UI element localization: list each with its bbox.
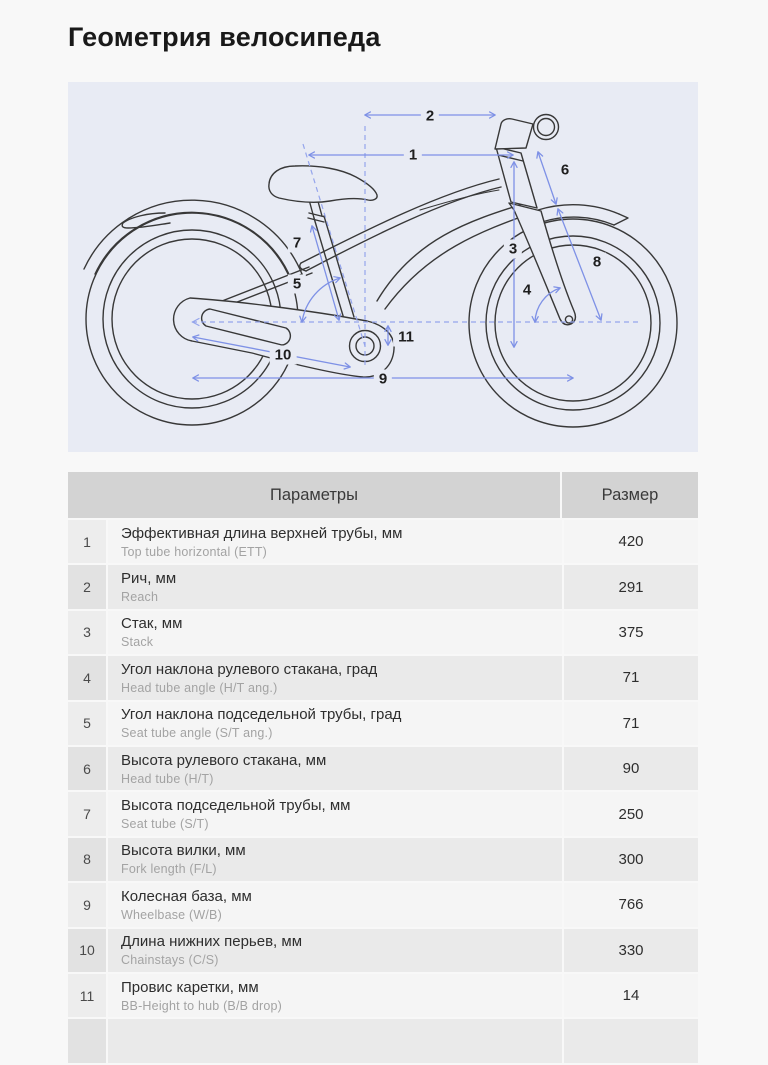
param-value: 330 [564,929,698,972]
fork-blade [509,203,575,325]
diagram-label-8: 8 [588,253,606,272]
chainguard [174,298,395,377]
table-row [68,656,698,699]
table-row [68,929,698,972]
param-cell [108,702,562,745]
param-name-ru: Высота рулевого стакана, мм [121,751,327,769]
param-value: 375 [564,611,698,654]
param-name-ru: Стак, мм [121,615,183,633]
param-name-en: Chainstays (C/S) [121,953,219,968]
param-name-ru: Угол наклона подседельной трубы, град [121,706,402,724]
table-row [68,883,698,926]
param-value: 766 [564,883,698,926]
diagram-label-10: 10 [270,346,297,365]
param-name-ru: Колесная база, мм [121,887,252,905]
row-number: 5 [68,702,106,745]
param-name-en: Stack [121,635,154,650]
header-size: Размер [562,472,698,518]
param-name-en: Seat tube angle (S/T ang.) [121,726,273,741]
param-name-en: Top tube horizontal (ETT) [121,544,268,559]
table-row [68,747,698,790]
diagram-label-5: 5 [288,275,306,294]
diagram-label-1: 1 [404,146,422,165]
param-name-ru: Угол наклона рулевого стакана, град [121,660,378,678]
diagram-label-3: 3 [504,240,522,259]
diagram-label-9: 9 [374,370,392,389]
saddle-assembly [269,166,377,222]
diagram-label-2: 2 [421,107,439,126]
param-cell [108,520,562,563]
row-number: 6 [68,747,106,790]
param-cell [108,611,562,654]
row-number: 1 [68,520,106,563]
table-row [68,792,698,835]
table-row [68,974,698,1017]
param-name-ru: Эффективная длина верхней трубы, мм [121,524,403,542]
stem [495,119,533,149]
saddle [269,166,377,202]
measure-7-seat-tube [312,226,339,320]
param-cell [108,974,562,1017]
param-cell [108,929,562,972]
param-name-ru: Длина нижних перьев, мм [121,933,303,951]
row-number: 2 [68,565,106,608]
param-value: 250 [564,792,698,835]
param-cell [108,792,562,835]
measure-6-head-tube [538,152,556,204]
geometry-table [68,472,698,1065]
param-cell [108,656,562,699]
row-number: 4 [68,656,106,699]
param-value: 14 [564,974,698,1017]
param-name-en: BB-Height to hub (B/B drop) [121,998,283,1013]
param-name-ru: Провис каретки, мм [121,978,259,996]
row-number: 3 [68,611,106,654]
table-row [68,565,698,608]
param-name-ru: Высота подседельной трубы, мм [121,797,351,815]
table-row [68,520,698,563]
row-number: 8 [68,838,106,881]
param-value: 291 [564,565,698,608]
param-name-ru: Рич, мм [121,570,177,588]
param-value: 71 [564,702,698,745]
diagram-panel [68,82,698,452]
table-row [68,611,698,654]
param-name-en: Head tube (H/T) [121,771,214,786]
param-cell [108,747,562,790]
row-number: 9 [68,883,106,926]
param-value: 420 [564,520,698,563]
table-header [68,472,698,518]
page-title: Геометрия велосипеда [68,22,381,52]
diagram-label-4: 4 [518,281,536,300]
param-name-ru: Высота вилки, мм [121,842,246,860]
row-number: 11 [68,974,106,1017]
param-value [564,1019,698,1062]
diagram-label-11: 11 [393,328,419,347]
param-value: 300 [564,838,698,881]
header-parameters: Параметры [68,472,560,518]
table-row [68,838,698,881]
param-cell [108,838,562,881]
diagram-label-6: 6 [556,161,574,180]
param-name-en: Reach [121,590,159,605]
param-name-en: Seat tube (S/T) [121,817,209,832]
param-cell [108,883,562,926]
row-number: 10 [68,929,106,972]
row-number: 7 [68,792,106,835]
diagram-label-7: 7 [288,234,306,253]
param-value: 90 [564,747,698,790]
geometry-table-body [68,520,698,1063]
table-row [68,702,698,745]
param-name-en: Head tube angle (H/T ang.) [121,680,278,695]
param-cell [108,565,562,608]
row-number [68,1019,106,1062]
param-name-en: Wheelbase (W/B) [121,907,222,922]
param-value: 71 [564,656,698,699]
param-cell [108,1019,562,1062]
param-name-en: Fork length (F/L) [121,862,217,877]
table-row-clipped [68,1019,698,1062]
